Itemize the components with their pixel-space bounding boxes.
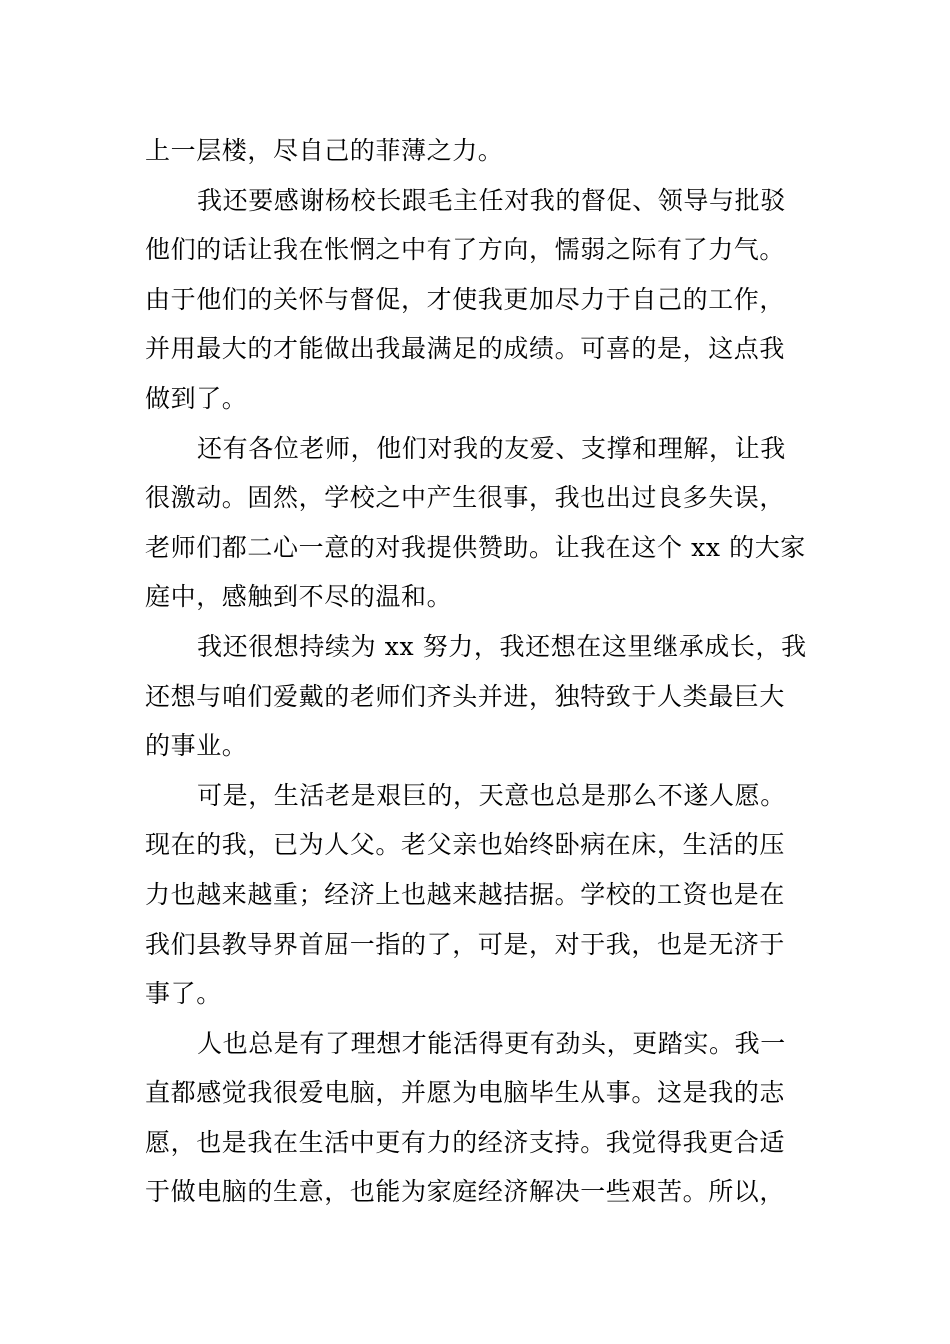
paragraph-line: 上一层楼，尽自己的菲薄之力。 (145, 136, 504, 165)
paragraph-line: 我们县教导界首屈一指的了，可是，对于我，也是无济于 (145, 929, 786, 959)
paragraph-line: 并用最大的才能做出我最满足的成绩。可喜的是，这点我 (145, 334, 786, 364)
paragraph-4 (145, 622, 811, 771)
document-body (145, 126, 811, 1217)
paragraph-line: 的事业。 (145, 731, 248, 761)
paragraph-line: 还有各位老师，他们对我的友爱、支撑和理解，让我 (197, 433, 786, 463)
paragraph-2 (145, 176, 811, 424)
paragraph-line: 做到了。 (145, 383, 248, 413)
paragraph-line: 事了。 (145, 979, 222, 1009)
paragraph-line: 于做电脑的生意，也能为家庭经济解决一些艰苦。所以， (145, 1177, 786, 1207)
paragraph-line: 还想与咱们爱戴的老师们齐头并进，独特致于人类最巨大 (145, 681, 786, 711)
paragraph-line: 现在的我，已为人父。老父亲也始终卧病在床，生活的压 (145, 830, 786, 860)
paragraph-line: 直都感觉我很爱电脑，并愿为电脑毕生从事。这是我的志 (145, 1078, 786, 1108)
paragraph-line: 很激动。固然，学校之中产生很事，我也出过良多失误， (145, 483, 786, 513)
paragraph-1 (145, 126, 811, 176)
paragraph-line: 力也越来越重；经济上也越来越拮据。学校的工资也是在 (145, 879, 786, 909)
paragraph-line: 他们的话让我在怅惘之中有了方向，懦弱之际有了力气。 (145, 235, 786, 265)
paragraph-line: 庭中，感触到不尽的温和。 (145, 582, 453, 612)
paragraph-line: 我还很想持续为 xx 努力，我还想在这里继承成长，我 (197, 631, 807, 661)
paragraph-line: 我还要感谢杨校长跟毛主任对我的督促、领导与批驳 (197, 185, 786, 215)
paragraph-6 (145, 1019, 811, 1217)
paragraph-line: 人也总是有了理想才能活得更有劲头，更踏实。我一 (197, 1028, 786, 1058)
paragraph-line: 由于他们的关怀与督促，才使我更加尽力于自己的工作， (145, 284, 786, 314)
paragraph-5 (145, 771, 811, 1019)
paragraph-line: 愿，也是我在生活中更有力的经济支持。我觉得我更合适 (145, 1127, 786, 1157)
paragraph-line: 老师们都二心一意的对我提供赞助。让我在这个 xx 的大家 (145, 532, 806, 562)
paragraph-3 (145, 424, 811, 622)
paragraph-line: 可是，生活老是艰巨的，天意也总是那么不遂人愿。 (197, 780, 786, 810)
